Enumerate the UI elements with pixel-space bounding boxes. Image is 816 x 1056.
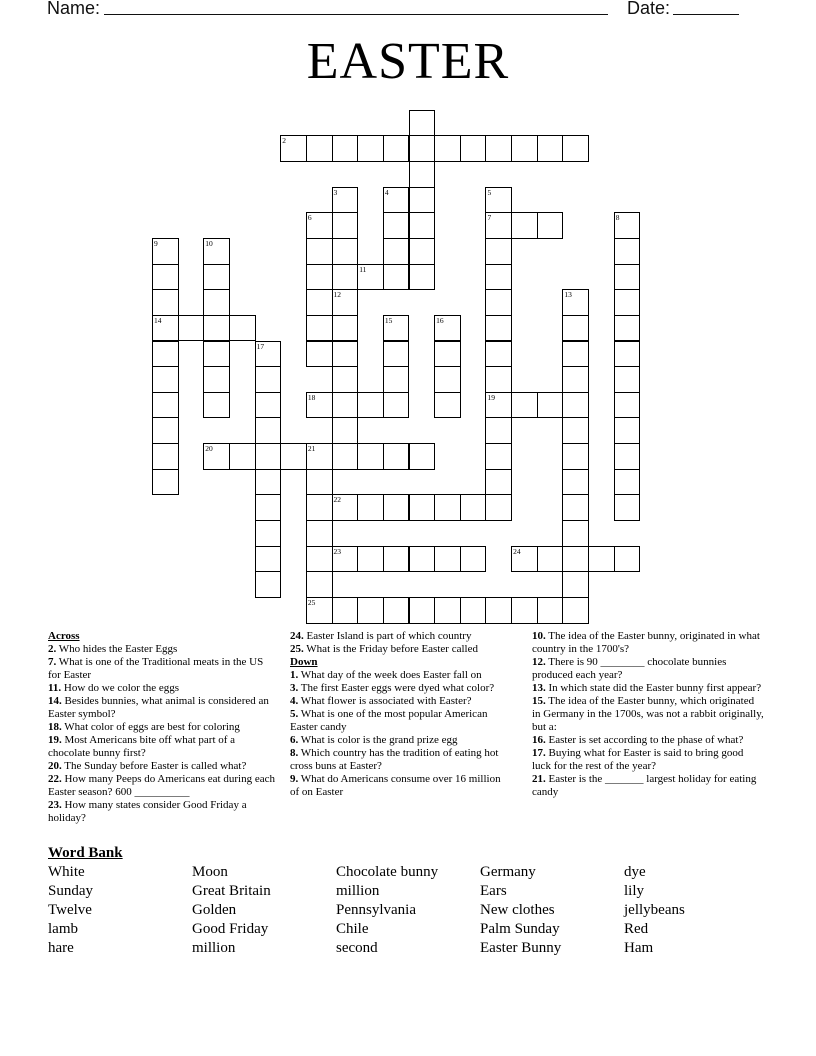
grid-cell[interactable] <box>306 212 333 239</box>
clue-text: What do Americans consume over 16 million of on Easter <box>290 773 501 798</box>
word-bank-word: Moon <box>192 864 228 880</box>
clue-number: 8. <box>290 747 299 759</box>
clue-number: 22 <box>333 495 342 505</box>
grid-cell[interactable] <box>511 212 538 239</box>
clue-number: 7. <box>48 656 57 668</box>
grid-cell[interactable] <box>255 469 282 496</box>
grid-cell[interactable] <box>203 264 230 291</box>
grid-cell[interactable] <box>485 212 512 239</box>
across-clue <box>48 721 276 734</box>
clue-number: 20 <box>205 444 213 454</box>
across-clue <box>290 643 512 656</box>
grid-cell[interactable] <box>255 417 282 444</box>
clue-number: 2. <box>48 643 57 655</box>
grid-cell[interactable] <box>485 315 512 342</box>
word-bank-word: lily <box>624 883 645 899</box>
grid-cell[interactable] <box>152 392 179 419</box>
grid-cell[interactable] <box>460 494 487 521</box>
word-bank-word: Twelve <box>48 902 92 918</box>
grid-cell[interactable] <box>332 392 359 419</box>
grid-cell[interactable] <box>434 494 461 521</box>
date-label: Date: <box>627 0 671 18</box>
grid-cell[interactable] <box>485 341 512 368</box>
clue-number: 13 <box>564 290 572 300</box>
grid-cell[interactable] <box>306 341 333 368</box>
name-label: Name: <box>47 0 101 18</box>
clue-number: 3 <box>333 187 338 197</box>
clue-text: The Sunday before Easter is called what? <box>61 760 247 772</box>
grid-cell[interactable] <box>537 546 564 573</box>
clue-text: There is 90 ________ chocolate bunnies produced each year? <box>532 656 727 681</box>
clue-number: 21 <box>307 444 316 454</box>
grid-cell[interactable] <box>357 264 384 291</box>
word-bank-word: Germany <box>480 864 536 880</box>
grid-cell[interactable] <box>614 494 641 521</box>
grid-cell[interactable] <box>409 597 436 624</box>
word-bank-word: Red <box>624 921 649 937</box>
word-bank-word: Great Britain <box>192 883 271 899</box>
down-heading: Down <box>290 656 318 668</box>
down-clue <box>532 656 764 682</box>
grid-cell[interactable] <box>537 597 564 624</box>
grid-cell[interactable] <box>332 135 359 162</box>
word-bank-word: second <box>336 940 378 956</box>
word-bank-word: dye <box>624 864 646 880</box>
grid-cell[interactable] <box>614 392 641 419</box>
grid-cell[interactable] <box>255 366 282 393</box>
down-clue <box>290 682 512 695</box>
clue-number: 24 <box>513 546 521 556</box>
clue-number: 5. <box>290 708 299 720</box>
down-clue <box>290 708 512 734</box>
grid-cell[interactable] <box>152 341 179 368</box>
word-bank-word: New clothes <box>480 902 555 918</box>
grid-cell[interactable] <box>409 238 436 265</box>
down-clue <box>290 734 512 747</box>
grid-cell[interactable] <box>152 469 179 496</box>
word-bank-word: White <box>48 864 85 880</box>
clues-column-2 <box>290 630 512 799</box>
down-clue <box>532 630 764 656</box>
grid-cell[interactable] <box>383 366 410 393</box>
clue-number: 16. <box>532 734 546 746</box>
grid-cell[interactable] <box>614 315 641 342</box>
clue-number: 16 <box>436 315 444 325</box>
grid-cell[interactable] <box>306 315 333 342</box>
grid-cell[interactable] <box>511 392 538 419</box>
clue-number: 5 <box>487 187 492 197</box>
grid-cell[interactable] <box>152 366 179 393</box>
grid-cell[interactable] <box>383 315 410 342</box>
clues-column-1 <box>48 630 276 825</box>
clue-number: 18 <box>307 392 316 402</box>
down-clue <box>532 734 764 747</box>
grid-cell[interactable] <box>306 469 333 496</box>
grid-cell[interactable] <box>357 443 384 470</box>
grid-cell[interactable] <box>306 264 333 291</box>
grid-cell[interactable] <box>614 238 641 265</box>
grid-cell[interactable] <box>383 392 410 419</box>
grid-cell[interactable] <box>229 315 256 342</box>
across-clue <box>48 734 276 760</box>
grid-cell[interactable] <box>203 443 230 470</box>
grid-cell[interactable] <box>383 597 410 624</box>
clue-number: 6 <box>307 213 312 223</box>
grid-cell[interactable] <box>357 597 384 624</box>
word-bank-word: Good Friday <box>192 921 269 937</box>
across-clue <box>48 656 276 682</box>
grid-cell[interactable] <box>485 597 512 624</box>
clue-number: 24. <box>290 630 304 642</box>
grid-cell[interactable] <box>306 392 333 419</box>
grid-cell[interactable] <box>485 289 512 316</box>
clue-number: 8 <box>615 213 620 223</box>
clue-number: 2 <box>282 136 286 146</box>
grid-cell[interactable] <box>485 366 512 393</box>
word-bank-heading: Word Bank <box>48 845 123 861</box>
word-bank-word: Pennsylvania <box>336 902 416 918</box>
across-clue <box>48 799 276 825</box>
clue-number: 25 <box>307 598 316 607</box>
clue-text: What flower is associated with Easter? <box>298 695 472 707</box>
grid-cell[interactable] <box>562 494 589 521</box>
down-clue <box>290 669 512 682</box>
across-clue <box>48 682 276 695</box>
grid-cell[interactable] <box>485 264 512 291</box>
grid-cell[interactable] <box>409 494 436 521</box>
word-bank-column <box>480 863 561 958</box>
clue-text: What day of the week does Easter fall on <box>298 669 482 681</box>
down-clue <box>532 773 764 799</box>
grid-cell[interactable] <box>409 187 436 214</box>
grid-cell[interactable] <box>614 212 641 239</box>
grid-cell[interactable] <box>434 341 461 368</box>
grid-cell[interactable] <box>332 417 359 444</box>
grid-cell[interactable] <box>152 443 179 470</box>
grid-cell[interactable] <box>485 238 512 265</box>
clue-text: Easter is the _______ largest holiday for eating candy <box>532 773 757 798</box>
grid-cell[interactable] <box>332 289 359 316</box>
clue-number: 4. <box>290 695 299 707</box>
clue-text: Buying what for Easter is said to bring good luck for the rest of the year? <box>532 747 744 772</box>
grid-cell[interactable] <box>332 597 359 624</box>
grid-cell[interactable] <box>383 135 410 162</box>
word-bank-column <box>624 863 685 958</box>
grid-cell[interactable] <box>280 135 307 162</box>
grid-cell[interactable] <box>255 546 282 573</box>
grid-cell[interactable] <box>485 135 512 162</box>
clue-number: 12. <box>532 656 546 668</box>
across-clue <box>48 773 276 799</box>
grid-cell[interactable] <box>562 571 589 598</box>
grid-cell[interactable] <box>409 546 436 573</box>
clue-number: 9. <box>290 773 299 785</box>
grid-cell[interactable] <box>485 392 512 419</box>
grid-cell[interactable] <box>409 212 436 239</box>
grid-cell[interactable] <box>306 546 333 573</box>
grid-cell[interactable] <box>306 494 333 521</box>
word-bank-column <box>192 863 271 958</box>
across-clue <box>48 643 276 656</box>
grid-cell[interactable] <box>357 546 384 573</box>
grid-cell[interactable] <box>511 135 538 162</box>
grid-cell[interactable] <box>306 443 333 470</box>
clue-text: Most Americans bite off what part of a chocolate bunny first? <box>48 734 236 759</box>
grid-cell[interactable] <box>434 366 461 393</box>
grid-cell[interactable] <box>614 264 641 291</box>
grid-cell[interactable] <box>460 597 487 624</box>
word-bank-word: Palm Sunday <box>480 921 560 937</box>
grid-cell[interactable] <box>562 469 589 496</box>
clue-number: 15 <box>384 315 393 325</box>
grid-cell[interactable] <box>409 161 436 188</box>
grid-cell[interactable] <box>178 315 205 342</box>
word-bank-column <box>336 863 438 958</box>
word-bank-word: hare <box>48 940 74 956</box>
clue-number: 20. <box>48 760 62 772</box>
grid-cell[interactable] <box>485 469 512 496</box>
clue-number: 15. <box>532 695 546 707</box>
clue-text: Easter Island is part of which country <box>303 630 472 642</box>
down-clue <box>532 695 764 734</box>
clues-column-3 <box>532 630 764 799</box>
clue-number: 10 <box>205 238 213 248</box>
grid-cell[interactable] <box>255 571 282 598</box>
across-clue <box>290 630 512 643</box>
grid-cell[interactable] <box>434 315 461 342</box>
grid-cell[interactable] <box>614 289 641 316</box>
grid-cell[interactable] <box>383 341 410 368</box>
clue-number: 6. <box>290 734 299 746</box>
word-bank-word: Golden <box>192 902 237 918</box>
word-bank-word: million <box>336 883 380 899</box>
grid-cell[interactable] <box>332 366 359 393</box>
grid-cell[interactable] <box>562 417 589 444</box>
clue-text: How many Peeps do Americans eat during each Easter season? 600 __________ <box>48 773 275 798</box>
grid-cell[interactable] <box>460 546 487 573</box>
grid-cell[interactable] <box>562 392 589 419</box>
grid-cell[interactable] <box>434 597 461 624</box>
grid-cell[interactable] <box>203 341 230 368</box>
word-bank-word: Ears <box>480 883 507 899</box>
grid-cell[interactable] <box>562 289 589 316</box>
across-heading: Across <box>48 630 80 642</box>
clue-text: Who hides the Easter Eggs <box>56 643 178 655</box>
grid-cell[interactable] <box>485 417 512 444</box>
down-clue <box>532 747 764 773</box>
grid-cell[interactable] <box>537 135 564 162</box>
grid-cell[interactable] <box>152 315 179 342</box>
clue-number: 3. <box>290 682 299 694</box>
grid-cell[interactable] <box>562 520 589 547</box>
grid-cell[interactable] <box>152 417 179 444</box>
clue-text: The first Easter eggs were dyed what color? <box>298 682 495 694</box>
grid-cell[interactable] <box>562 597 589 624</box>
grid-cell[interactable] <box>383 494 410 521</box>
grid-cell[interactable] <box>562 443 589 470</box>
clue-number: 25. <box>290 643 304 655</box>
word-bank-word: Sunday <box>48 883 93 899</box>
clue-number: 11. <box>48 682 62 694</box>
grid-cell[interactable] <box>203 392 230 419</box>
down-clue <box>290 773 512 799</box>
grid-cell[interactable] <box>434 135 461 162</box>
clue-number: 19 <box>487 392 495 402</box>
grid-cell[interactable] <box>306 597 333 624</box>
clue-number: 13. <box>532 682 546 694</box>
grid-cell[interactable] <box>614 469 641 496</box>
grid-cell[interactable] <box>255 443 282 470</box>
grid-cell[interactable] <box>383 264 410 291</box>
clue-number: 14 <box>154 315 162 325</box>
clue-text: Easter is set according to the phase of what? <box>545 734 744 746</box>
word-bank-word: Easter Bunny <box>480 940 562 956</box>
clue-number: 1. <box>290 669 299 681</box>
grid-cell[interactable] <box>357 135 384 162</box>
clue-text: What is color is the grand prize egg <box>298 734 458 746</box>
grid-cell[interactable] <box>614 341 641 368</box>
grid-cell[interactable] <box>383 238 410 265</box>
grid-cell[interactable] <box>306 135 333 162</box>
date-line <box>673 14 739 15</box>
grid-cell[interactable] <box>537 392 564 419</box>
grid-cell[interactable] <box>332 341 359 368</box>
grid-cell[interactable] <box>383 212 410 239</box>
grid-cell[interactable] <box>332 315 359 342</box>
clue-text: How many states consider Good Friday a holiday? <box>48 799 247 824</box>
grid-cell[interactable] <box>409 135 436 162</box>
grid-cell[interactable] <box>562 341 589 368</box>
clue-number: 14. <box>48 695 62 707</box>
clue-text: The idea of the Easter bunny, which originated in Germany in the 1700s, was not a rabbit originally, but a: <box>532 695 764 733</box>
clue-number: 11 <box>359 264 367 274</box>
grid-cell[interactable] <box>203 366 230 393</box>
clue-text: Which country has the tradition of eating hot cross buns at Easter? <box>290 747 499 772</box>
word-bank-word: Chile <box>336 921 369 937</box>
clue-number: 23 <box>333 546 342 556</box>
grid-cell[interactable] <box>485 494 512 521</box>
grid-cell[interactable] <box>306 520 333 547</box>
grid-cell[interactable] <box>152 264 179 291</box>
clue-text: What color of eggs are best for coloring <box>61 721 240 733</box>
clue-number: 9 <box>154 238 158 248</box>
grid-cell[interactable] <box>255 392 282 419</box>
grid-cell[interactable] <box>537 212 564 239</box>
clue-text: What is one of the Traditional meats in the US for Easter <box>48 656 264 681</box>
grid-cell[interactable] <box>588 546 615 573</box>
grid-cell[interactable] <box>562 315 589 342</box>
word-bank-column <box>48 863 93 958</box>
grid-cell[interactable] <box>332 238 359 265</box>
grid-cell[interactable] <box>434 392 461 419</box>
grid-cell[interactable] <box>357 392 384 419</box>
grid-cell[interactable] <box>332 443 359 470</box>
grid-cell[interactable] <box>434 546 461 573</box>
across-clue <box>48 760 276 773</box>
grid-cell[interactable] <box>485 187 512 214</box>
grid-cell[interactable] <box>409 443 436 470</box>
grid-cell[interactable] <box>409 110 436 137</box>
grid-cell[interactable] <box>614 366 641 393</box>
clue-number: 18. <box>48 721 62 733</box>
down-clue <box>290 695 512 708</box>
grid-cell[interactable] <box>255 520 282 547</box>
grid-cell[interactable] <box>332 546 359 573</box>
grid-cell[interactable] <box>332 212 359 239</box>
grid-cell[interactable] <box>562 135 589 162</box>
clue-number: 19. <box>48 734 62 746</box>
grid-cell[interactable] <box>383 187 410 214</box>
clue-text: The idea of the Easter bunny, originated in what country in the 1700's? <box>532 630 760 655</box>
grid-cell[interactable] <box>562 546 589 573</box>
grid-cell[interactable] <box>409 264 436 291</box>
word-bank-word: Ham <box>624 940 654 956</box>
grid-cell[interactable] <box>306 571 333 598</box>
header <box>0 0 816 22</box>
grid-cell[interactable] <box>152 289 179 316</box>
grid-cell[interactable] <box>152 238 179 265</box>
down-clue <box>290 747 512 773</box>
clue-number: 23. <box>48 799 62 811</box>
grid-cell[interactable] <box>255 494 282 521</box>
grid-cell[interactable] <box>511 597 538 624</box>
grid-cell[interactable] <box>306 289 333 316</box>
clue-text: What is one of the most popular American Easter candy <box>290 708 488 733</box>
name-line <box>104 14 608 15</box>
grid-cell[interactable] <box>614 417 641 444</box>
clue-number: 17 <box>256 341 265 351</box>
clue-number: 12 <box>333 290 342 300</box>
word-bank-word: jellybeans <box>624 902 685 918</box>
grid-cell[interactable] <box>383 443 410 470</box>
grid-cell[interactable] <box>614 443 641 470</box>
grid-cell[interactable] <box>255 341 282 368</box>
grid-cell[interactable] <box>511 546 538 573</box>
page-title: EASTER <box>306 33 510 90</box>
grid-cell[interactable] <box>614 546 641 573</box>
clue-text: Besides bunnies, what animal is considered an Easter symbol? <box>48 695 269 720</box>
clue-text: How do we color the eggs <box>61 682 180 694</box>
grid-cell[interactable] <box>203 315 230 342</box>
clue-number: 21. <box>532 773 546 785</box>
grid-cell[interactable] <box>383 546 410 573</box>
word-bank-word: lamb <box>48 921 78 937</box>
grid-cell[interactable] <box>332 187 359 214</box>
down-clue <box>532 682 764 695</box>
grid-cell[interactable] <box>460 135 487 162</box>
word-bank-word: million <box>192 940 236 956</box>
clue-text: What is the Friday before Easter called <box>303 643 478 655</box>
grid-cell[interactable] <box>485 443 512 470</box>
grid-cell[interactable] <box>306 238 333 265</box>
grid-cell[interactable] <box>357 494 384 521</box>
clue-number: 4 <box>384 187 389 197</box>
grid-cell[interactable] <box>562 366 589 393</box>
clue-number: 17. <box>532 747 546 759</box>
clue-number: 22. <box>48 773 62 785</box>
clue-text: In which state did the Easter bunny first appear? <box>545 682 762 694</box>
grid-cell[interactable] <box>203 238 230 265</box>
across-clue <box>48 695 276 721</box>
grid-cell[interactable] <box>280 443 307 470</box>
clue-number: 7 <box>487 213 492 223</box>
grid-cell[interactable] <box>203 289 230 316</box>
clue-number: 10. <box>532 630 546 642</box>
grid-cell[interactable] <box>229 443 256 470</box>
grid-cell[interactable] <box>332 494 359 521</box>
word-bank-word: Chocolate bunny <box>336 864 439 880</box>
